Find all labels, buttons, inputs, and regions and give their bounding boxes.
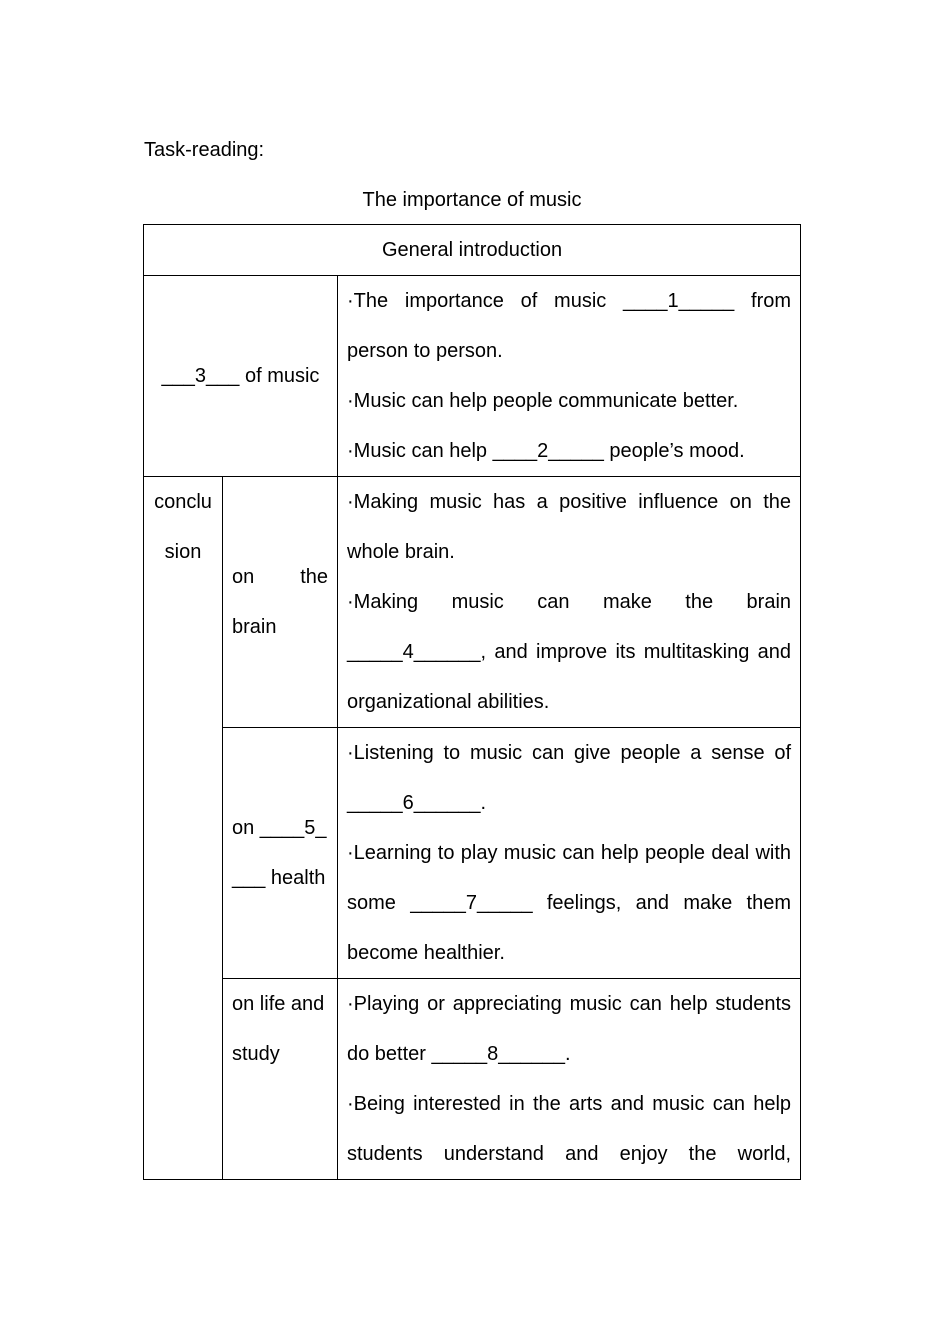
table-row xyxy=(144,276,801,477)
general-introduction-cell: General introduction xyxy=(144,225,801,276)
intro-points-cell xyxy=(338,276,801,477)
list-item: ·The importance of music ____1_____ from person to person. xyxy=(347,290,792,362)
list-item: ·Making music has a positive influence on the whole brain. xyxy=(347,491,792,563)
blank-3-cell: ___3___ of music xyxy=(144,276,338,477)
life-points-cell xyxy=(338,979,801,1180)
on-brain-cell: on the brain xyxy=(223,477,338,728)
list-item: ·Music can help people communicate better. xyxy=(347,390,739,412)
reading-table xyxy=(143,224,801,1180)
list-item: ·Listening to music can give people a sense of _____6______. xyxy=(347,742,792,814)
document-title: The importance of music xyxy=(362,189,582,211)
health-points-cell xyxy=(338,728,801,979)
list-item: ·Music can help ____2_____ people’s mood. xyxy=(347,440,745,462)
list-item: ·Learning to play music can help people deal with some _____7_____ feelings, and make them become healthier. xyxy=(347,842,792,964)
brain-points-cell xyxy=(338,477,801,728)
list-item: ·Making music can make the brain _____4______, and improve its multitasking and organizational abilities. xyxy=(347,591,792,713)
task-label: Task-reading: xyxy=(144,139,265,161)
list-item: ·Playing or appreciating music can help students do better _____8______. xyxy=(347,993,792,1065)
conclusion-cell: conclusion xyxy=(144,477,223,1180)
on-health-cell: on ____5____ health xyxy=(223,728,338,979)
table-row xyxy=(144,979,801,1180)
table-row xyxy=(144,477,801,728)
on-life-study-cell: on life and study xyxy=(223,979,338,1180)
list-item: ·Being interested in the arts and music can help students understand and enjoy the world, xyxy=(347,1093,792,1165)
table-row xyxy=(144,225,801,276)
table-row xyxy=(144,728,801,979)
